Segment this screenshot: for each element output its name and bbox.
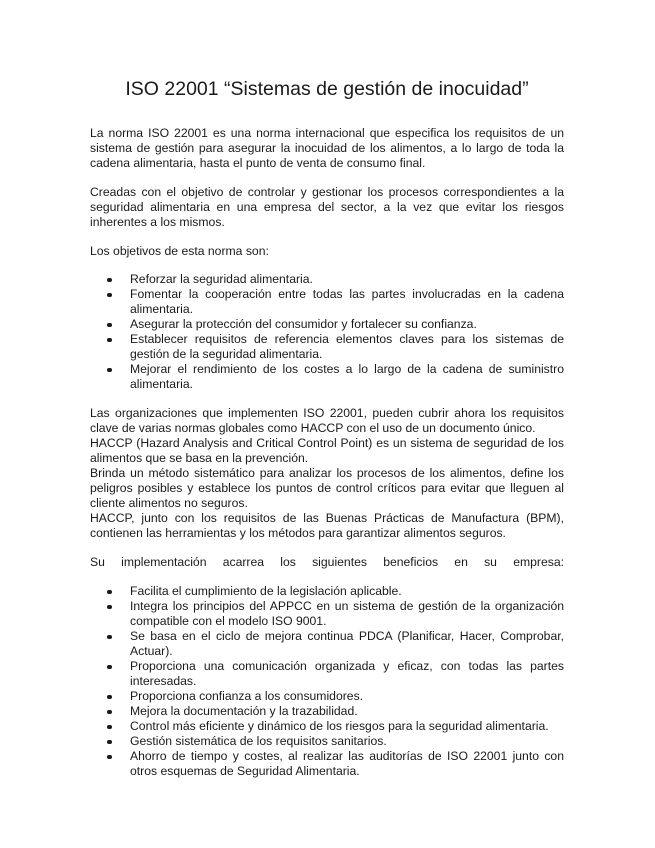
list-item-text: Mejorar el rendimiento de los costes a lo largo de la cadena de suministro alimentaria.: [130, 362, 564, 391]
document-title: ISO 22001 “Sistemas de gestión de inocuidad”: [125, 78, 529, 100]
list-item-text: Mejora la documentación y la trazabilidad.: [130, 704, 358, 718]
bullet-icon: [107, 338, 112, 343]
bullet-icon: [107, 278, 112, 283]
list-item: [90, 659, 564, 689]
list-item-text: Integra los principios del APPCC en un sistema de gestión de la organización compatible con el modelo ISO 9001.: [130, 599, 564, 628]
list-item: [90, 362, 564, 392]
list-item: [90, 734, 564, 749]
list-item: [90, 749, 564, 779]
list-item-text: Asegurar la protección del consumidor y fortalecer su confianza.: [130, 317, 477, 331]
bullet-icon: [107, 710, 112, 715]
list-item: [90, 629, 564, 659]
list-item: [90, 719, 564, 734]
bullet-icon: [107, 293, 112, 298]
haccp-paragraph-1: Las organizaciones que implementen ISO 22001, pueden cubrir ahora los requisitos clave de varias normas globales como HACCP con el uso de un documento único.: [90, 406, 564, 435]
bullet-icon: [107, 695, 112, 700]
list-item: [90, 704, 564, 719]
document-page: [90, 78, 564, 793]
list-item-text: Se basa en el ciclo de mejora continua PDCA (Planificar, Hacer, Comprobar, Actuar).: [130, 629, 564, 658]
list-item-text: Control más eficiente y dinámico de los riesgos para la seguridad alimentaria.: [130, 719, 549, 733]
list-item: [90, 317, 564, 332]
intro-paragraph-2: Creadas con el objetivo de controlar y gestionar los procesos correspondientes a la seguridad alimentaria en una empresa del sector, a la vez que evitar los riesgos inherentes a los mismos.: [90, 185, 564, 229]
benefits-list: [90, 584, 564, 779]
haccp-paragraph-4: HACCP, junto con los requisitos de las Buenas Prácticas de Manufactura (BPM), contienen las herramientas y los métodos para garantizar alimentos seguros.: [90, 511, 564, 540]
list-item-text: Fomentar la cooperación entre todas las partes involucradas en la cadena alimentaria.: [130, 287, 564, 316]
bullet-icon: [107, 323, 112, 328]
objectives-list: [90, 272, 564, 392]
benefits-heading: Su implementación acarrea los siguientes beneficios en su empresa:: [90, 555, 564, 569]
list-item: [90, 287, 564, 317]
list-item: [90, 689, 564, 704]
bullet-icon: [107, 740, 112, 745]
list-item-text: Gestión sistemática de los requisitos sanitarios.: [130, 734, 387, 748]
list-item: [90, 272, 564, 287]
list-item-text: Facilita el cumplimiento de la legislación aplicable.: [130, 584, 402, 598]
intro-paragraph-1: La norma ISO 22001 es una norma internacional que especifica los requisitos de un sistema de gestión para asegurar la inocuidad de los alimentos, a lo largo de toda la cadena alimentaria, hasta el punto de venta de consumo final.: [90, 126, 564, 170]
list-item-text: Proporciona confianza a los consumidores.: [130, 689, 364, 703]
bullet-icon: [107, 635, 112, 640]
objectives-heading: Los objetivos de esta norma son:: [90, 244, 269, 258]
bullet-icon: [107, 368, 112, 373]
haccp-paragraph-2: HACCP (Hazard Analysis and Critical Control Point) es un sistema de seguridad de los alimentos que se basa en la prevención.: [90, 436, 564, 465]
bullet-icon: [107, 590, 112, 595]
bullet-icon: [107, 665, 112, 670]
list-item: [90, 584, 564, 599]
list-item-text: Reforzar la seguridad alimentaria.: [130, 272, 313, 286]
bullet-icon: [107, 605, 112, 610]
list-item: [90, 332, 564, 362]
list-item: [90, 599, 564, 629]
bullet-icon: [107, 755, 112, 760]
bullet-icon: [107, 725, 112, 730]
list-item-text: Proporciona una comunicación organizada y eficaz, con todas las partes interesadas.: [130, 659, 564, 688]
list-item-text: Ahorro de tiempo y costes, al realizar las auditorías de ISO 22001 junto con otros esquemas de Seguridad Alimentaria.: [130, 749, 564, 778]
list-item-text: Establecer requisitos de referencia elementos claves para los sistemas de gestión de la seguridad alimentaria.: [130, 332, 564, 361]
haccp-paragraph-3: Brinda un método sistemático para analizar los procesos de los alimentos, define los peligros posibles y establece los puntos de control críticos para evitar que lleguen al cliente alimentos no seguros.: [90, 466, 564, 510]
